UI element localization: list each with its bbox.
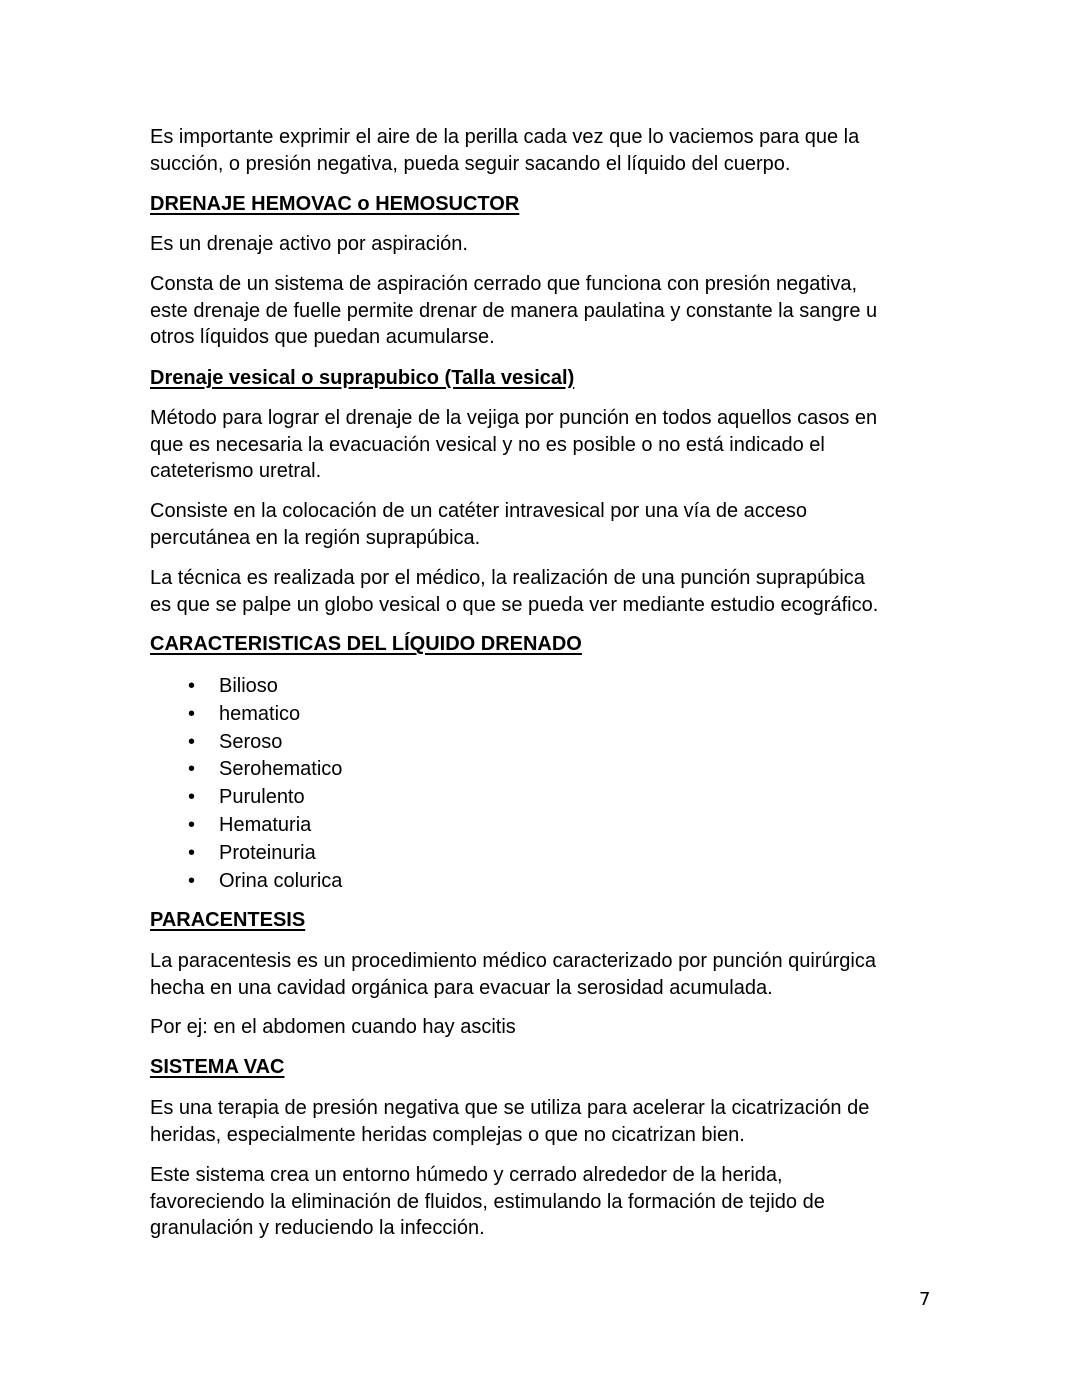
- list-item: [150, 729, 342, 757]
- paragraph-ejemplo: [150, 1014, 516, 1041]
- paragraph-hemovac-intro: [150, 231, 468, 258]
- text-line: Es una terapia de presión negativa que se utiliza para acelerar la cicatrización de: [150, 1097, 870, 1119]
- text-line: Consta de un sistema de aspiración cerrado que funciona con presión negativa,: [150, 273, 858, 295]
- text-line: granulación y reduciendo la infección.: [150, 1217, 485, 1239]
- list-item-text: Hematuria: [219, 813, 312, 836]
- list-item: [150, 784, 342, 812]
- text-line: hecha en una cavidad orgánica para evacuar la serosidad acumulada.: [150, 976, 773, 999]
- text-line: Este sistema crea un entorno húmedo y cerrado alrededor de la herida,: [150, 1164, 783, 1186]
- text-line: heridas, especialmente heridas complejas o que no cicatrizan bien.: [150, 1123, 745, 1146]
- paragraph-perilla: [150, 124, 859, 177]
- list-item-text: Bilioso: [219, 675, 278, 697]
- list-item-text: Orina colurica: [219, 869, 343, 892]
- paragraph-hemovac-desc: [150, 271, 877, 351]
- text-line: Consiste en la colocación de un catéter intravesical por una vía de acceso: [150, 500, 808, 522]
- list-item: [150, 756, 342, 784]
- text-line: otros líquidos que puedan acumularse.: [150, 326, 495, 348]
- list-item-text: Serohematico: [219, 758, 343, 781]
- heading-sistema-vac: SISTEMA VAC: [150, 1056, 285, 1078]
- list-item-text: Seroso: [219, 730, 283, 753]
- paragraph-vac-entorno: [150, 1162, 825, 1242]
- paragraph-metodo: [150, 405, 877, 485]
- text-line: Es un drenaje activo por aspiración.: [150, 233, 468, 255]
- bullet-icon: •: [188, 675, 196, 697]
- liquid-characteristics-list: [150, 673, 342, 895]
- paragraph-consiste: [150, 498, 807, 551]
- page-number: 7: [919, 1289, 931, 1310]
- paragraph-tecnica: [150, 565, 878, 618]
- text-line: cateterismo uretral.: [150, 460, 322, 482]
- list-item: [150, 840, 342, 868]
- text-line: este drenaje de fuelle permite drenar de manera paulatina y constante la sangre u: [150, 299, 878, 322]
- text-line: percutánea en la región suprapúbica.: [150, 526, 481, 549]
- heading-paracentesis: PARACENTESIS: [150, 909, 306, 931]
- text-line: es que se palpe un globo vesical o que se pueda ver mediante estudio ecográfico.: [150, 593, 879, 616]
- text-line: succión, o presión negativa, pueda seguir sacando el líquido del cuerpo.: [150, 152, 791, 175]
- list-item: [150, 673, 342, 701]
- paragraph-vac-terapia: [150, 1095, 869, 1148]
- heading-hemovac: DRENAJE HEMOVAC o HEMOSUCTOR: [150, 193, 520, 215]
- bullet-icon: •: [188, 758, 196, 781]
- text-line: Es importante exprimir el aire de la perilla cada vez que lo vaciemos para que la: [150, 126, 860, 148]
- bullet-icon: •: [188, 702, 196, 725]
- list-item-text: hematico: [219, 702, 301, 725]
- text-line: Por ej: en el abdomen cuando hay ascitis: [150, 1016, 516, 1038]
- list-item: [150, 812, 342, 840]
- list-item: [150, 701, 342, 729]
- heading-caracteristicas: CARACTERISTICAS DEL LÍQUIDO DRENADO: [150, 633, 582, 655]
- heading-drenaje-vesical: Drenaje vesical o suprapubico (Talla vesical): [150, 367, 575, 389]
- text-line: Método para lograr el drenaje de la vejiga por punción en todos aquellos casos en: [150, 407, 878, 429]
- paragraph-paracentesis: [150, 948, 876, 1001]
- bullet-icon: •: [188, 869, 196, 892]
- list-item: [150, 868, 342, 896]
- bullet-icon: •: [188, 786, 196, 809]
- bullet-icon: •: [188, 730, 196, 753]
- list-item-text: Proteinuria: [219, 841, 316, 864]
- text-line: que es necesaria la evacuación vesical y no es posible o no está indicado el: [150, 433, 825, 456]
- text-line: La paracentesis es un procedimiento médico caracterizado por punción quirúrgica: [150, 950, 876, 972]
- bullet-icon: •: [188, 841, 196, 864]
- text-line: La técnica es realizada por el médico, la realización de una punción suprapúbica: [150, 567, 865, 589]
- bullet-icon: •: [188, 813, 196, 836]
- list-item-text: Purulento: [219, 786, 305, 809]
- text-line: favoreciendo la eliminación de fluidos, estimulando la formación de tejido de: [150, 1190, 825, 1213]
